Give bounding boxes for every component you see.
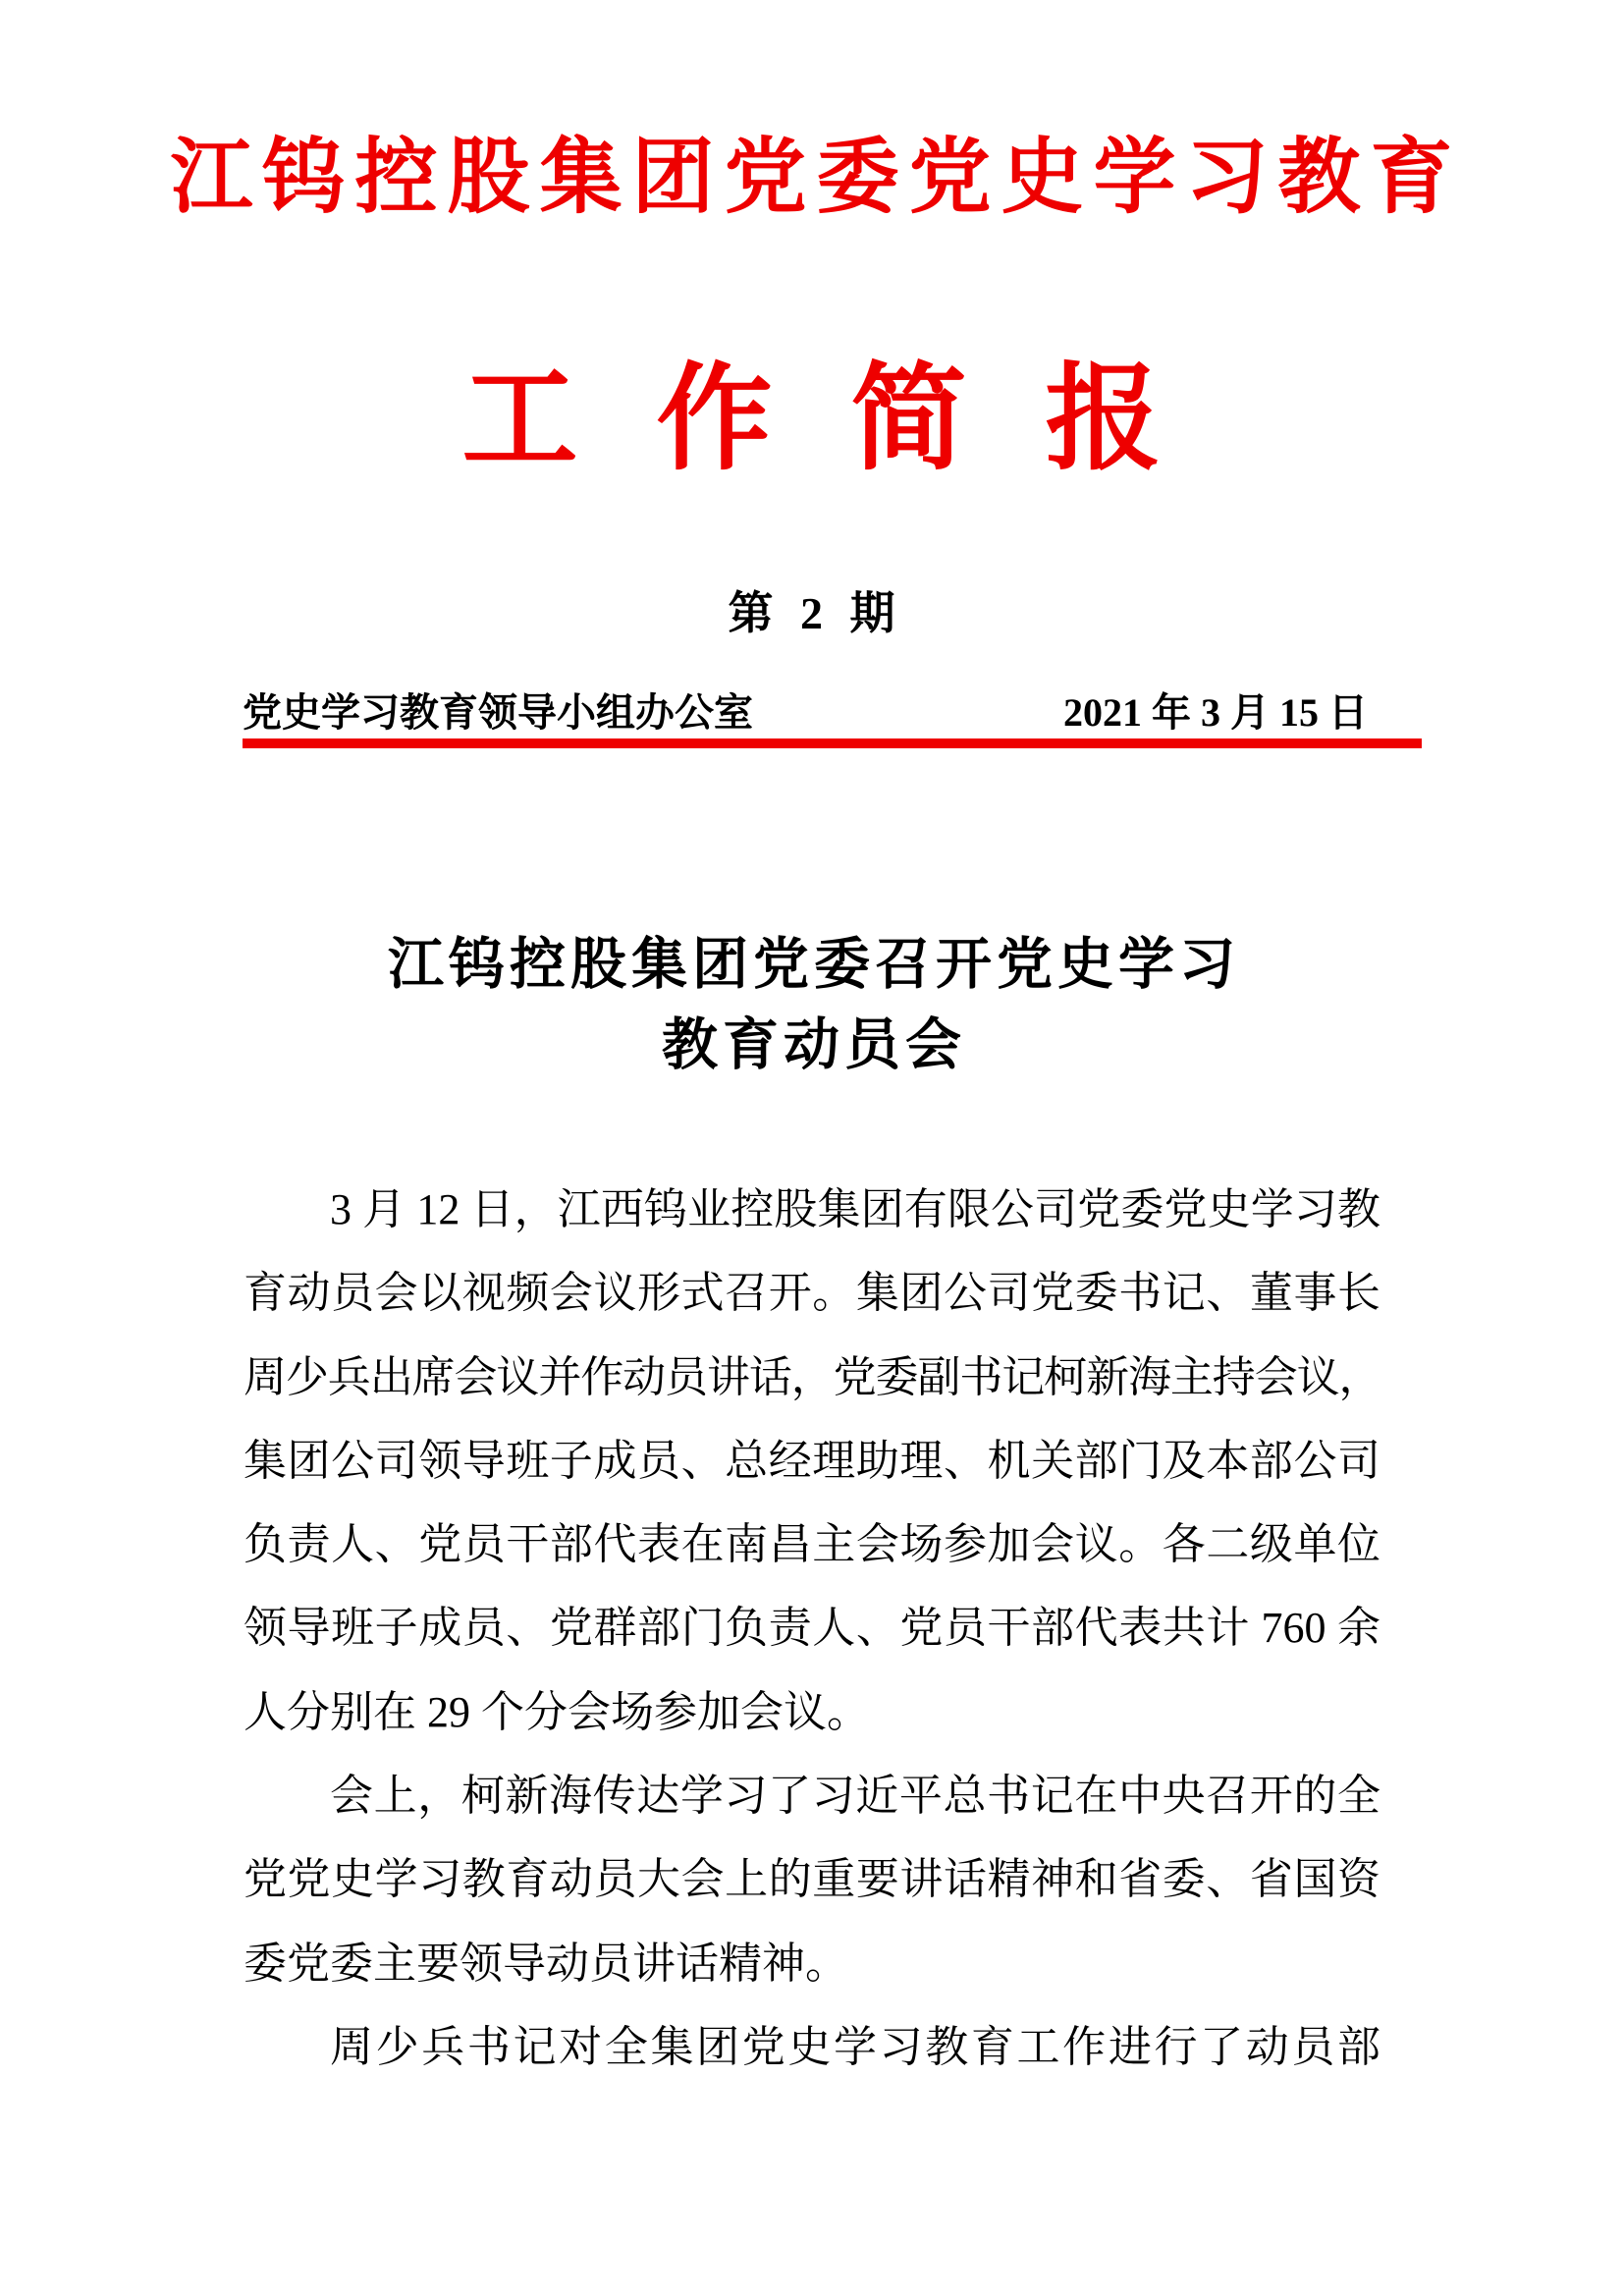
masthead-title: 江钨控股集团党委党史学习教育 bbox=[170, 133, 1463, 224]
body-line: 委党委主要领导动员讲话精神。 bbox=[243, 1939, 848, 1988]
body-line: 3 月 12 日，江西钨业控股集团有限公司党委党史学习教 bbox=[330, 1185, 1380, 1233]
body-line: 集团公司领导班子成员、总经理助理、机关部门及本部公司 bbox=[243, 1436, 1380, 1485]
body-line: 育动员会以视频会议形式召开。集团公司党委书记、董事长 bbox=[243, 1269, 1380, 1318]
office-date-row bbox=[243, 682, 1368, 738]
body-line: 党党史学习教育动员大会上的重要讲话精神和省委、省国资 bbox=[243, 1855, 1380, 1904]
body-line: 周少兵书记对全集团党史学习教育工作进行了动员部 bbox=[330, 2022, 1380, 2071]
article-title-line1: 江钨控股集团党委召开党史学习 bbox=[388, 934, 1240, 996]
issue-number: 第 2 期 bbox=[728, 588, 903, 638]
body-line: 人分别在 29 个分会场参加会议。 bbox=[243, 1687, 870, 1736]
red-divider-rule bbox=[243, 738, 1422, 748]
body-line: 领导班子成员、党群部门负责人、党员干部代表共计 760 余 bbox=[243, 1604, 1380, 1653]
banner-title: 工作简报 bbox=[461, 355, 1240, 484]
issue-date: 2021 年 3 月 15 日 bbox=[1063, 690, 1368, 735]
article-title-line2: 教育动员会 bbox=[662, 1014, 966, 1076]
body-line: 周少兵出席会议并作动员讲话，党委副书记柯新海主持会议， bbox=[243, 1352, 1380, 1401]
body-line: 会上，柯新海传达学习了习近平总书记在中央召开的全 bbox=[330, 1772, 1380, 1821]
issuing-office: 党史学习教育领导小组办公室 bbox=[243, 690, 753, 735]
article-body bbox=[243, 1168, 1380, 2089]
body-line: 负责人、党员干部代表在南昌主会场参加会议。各二级单位 bbox=[243, 1520, 1380, 1569]
